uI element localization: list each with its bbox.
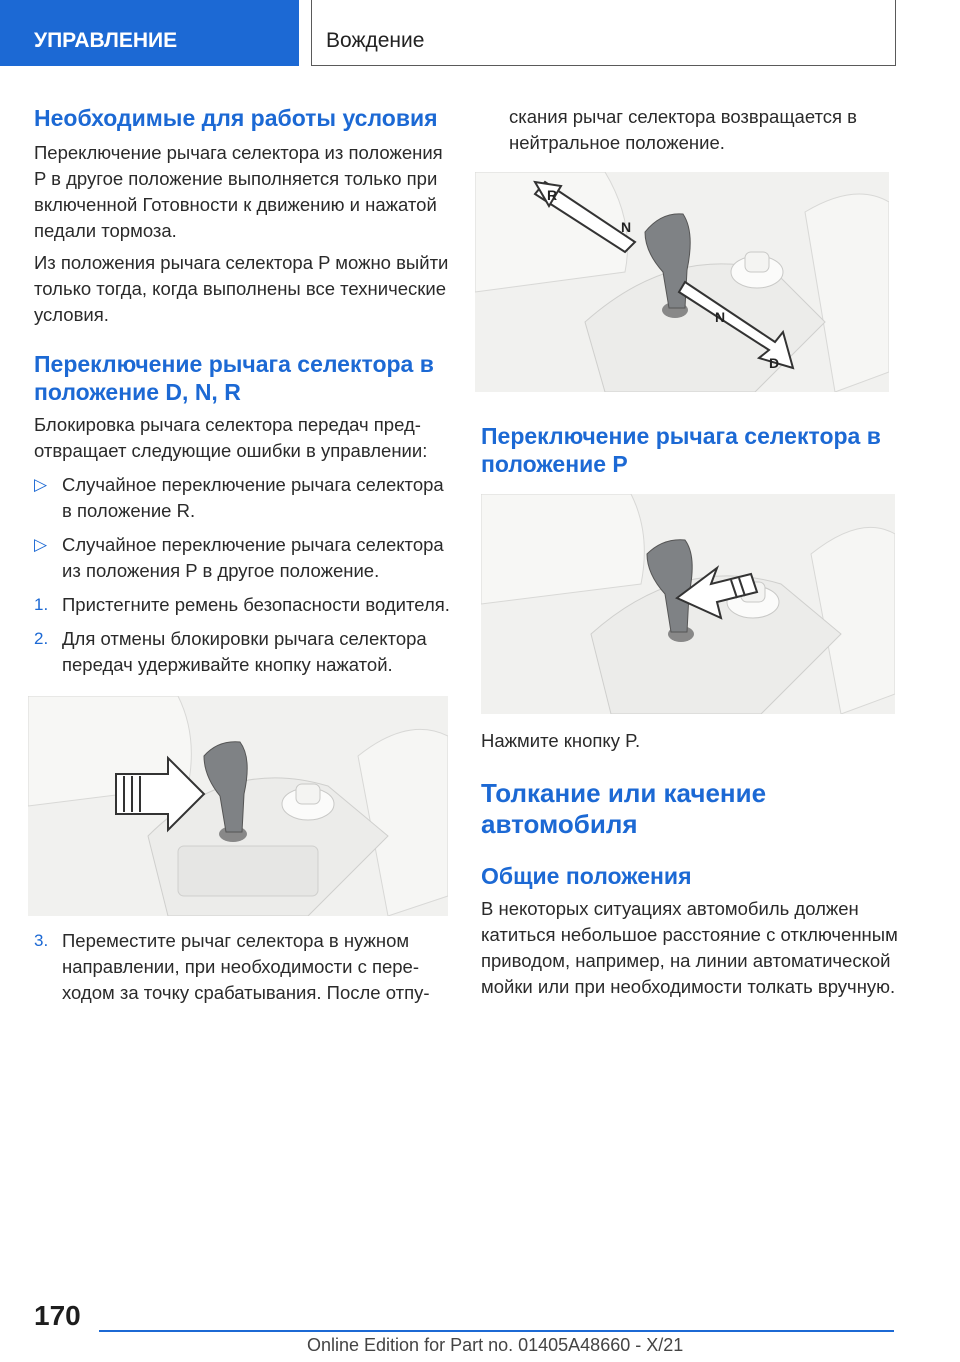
chapter-title: Вождение bbox=[311, 0, 896, 66]
park-button-illustration bbox=[481, 494, 895, 714]
shift-pattern-illustration bbox=[475, 172, 889, 392]
paragraph: скания рычаг селектора возвращается в нейтральное положение. bbox=[509, 106, 858, 153]
list-item: ▷ Случайное переключение рычага селектора из положения P в другое положение. bbox=[34, 534, 444, 581]
step-number: 3. bbox=[34, 931, 49, 950]
page-number: 170 bbox=[34, 1300, 81, 1331]
illustration-park-button bbox=[481, 494, 895, 714]
shift-label: N bbox=[621, 219, 632, 235]
paragraph: Из положения рычага селектора P можно выйти только тогда, когда выполнены все технические условия. bbox=[34, 252, 449, 325]
triangle-right-icon: ▷ bbox=[34, 475, 48, 494]
section-title-park: Переключение рычага селектора в положение P bbox=[481, 423, 881, 477]
footer-divider bbox=[99, 1330, 894, 1332]
section-title-dnr: Переключение рычага селектора в положение D, N, R bbox=[34, 351, 434, 405]
illustration-unlock-button bbox=[28, 696, 448, 916]
paragraph: В некоторых ситуациях автомобиль должен катиться небольшое расстояние с отключенным приводом, например, на линии автоматической мойки или при необходимости толкать вручную. bbox=[481, 898, 898, 997]
paragraph: Блокировка рычага селектора передач предотвращает следующие ошибки в управлении: bbox=[34, 414, 428, 461]
list-item: 1. Пристегните ремень безопасности водителя. bbox=[34, 592, 454, 618]
bullet-list bbox=[34, 472, 454, 678]
shift-label: R bbox=[547, 187, 558, 203]
edition-label: Online Edition for Part no. 01405A48660 - X/21 bbox=[307, 1335, 684, 1355]
paragraph: Нажмите кнопку P. bbox=[481, 730, 641, 751]
right-column bbox=[481, 104, 901, 1000]
section-title-requirements: Необходимые для работы условия bbox=[34, 105, 438, 131]
shift-label: N bbox=[715, 309, 726, 325]
paragraph: Переключение рычага селектора из положения P в другое положение выполняется только при включенной Готовности к движению и нажатой педали тормоза. bbox=[34, 142, 443, 241]
gear-selector-illustration bbox=[28, 696, 448, 916]
triangle-right-icon: ▷ bbox=[34, 535, 48, 554]
step-list bbox=[34, 928, 454, 1006]
left-column bbox=[34, 100, 454, 1014]
shift-label: D bbox=[769, 355, 780, 371]
section-tab: УПРАВЛЕНИЕ bbox=[0, 0, 299, 66]
list-item: 3. Переместите рычаг селектора в нужном направлении, при необходимости с переходом за точку срабатывания. После отпу- bbox=[34, 930, 430, 1003]
section-title-push: Толкание или качение автомобиля bbox=[481, 778, 767, 839]
list-item: ▷ Случайное переключение рычага селектора в положение R. bbox=[34, 474, 444, 521]
step-number: 1. bbox=[34, 595, 49, 614]
illustration-shift-directions bbox=[475, 172, 889, 392]
step-number: 2. bbox=[34, 629, 49, 648]
subsection-title-general: Общие положения bbox=[481, 863, 692, 889]
list-item: 2. Для отмены блокировки рычага селектора передач удерживайте кнопку нажатой. bbox=[34, 628, 427, 675]
